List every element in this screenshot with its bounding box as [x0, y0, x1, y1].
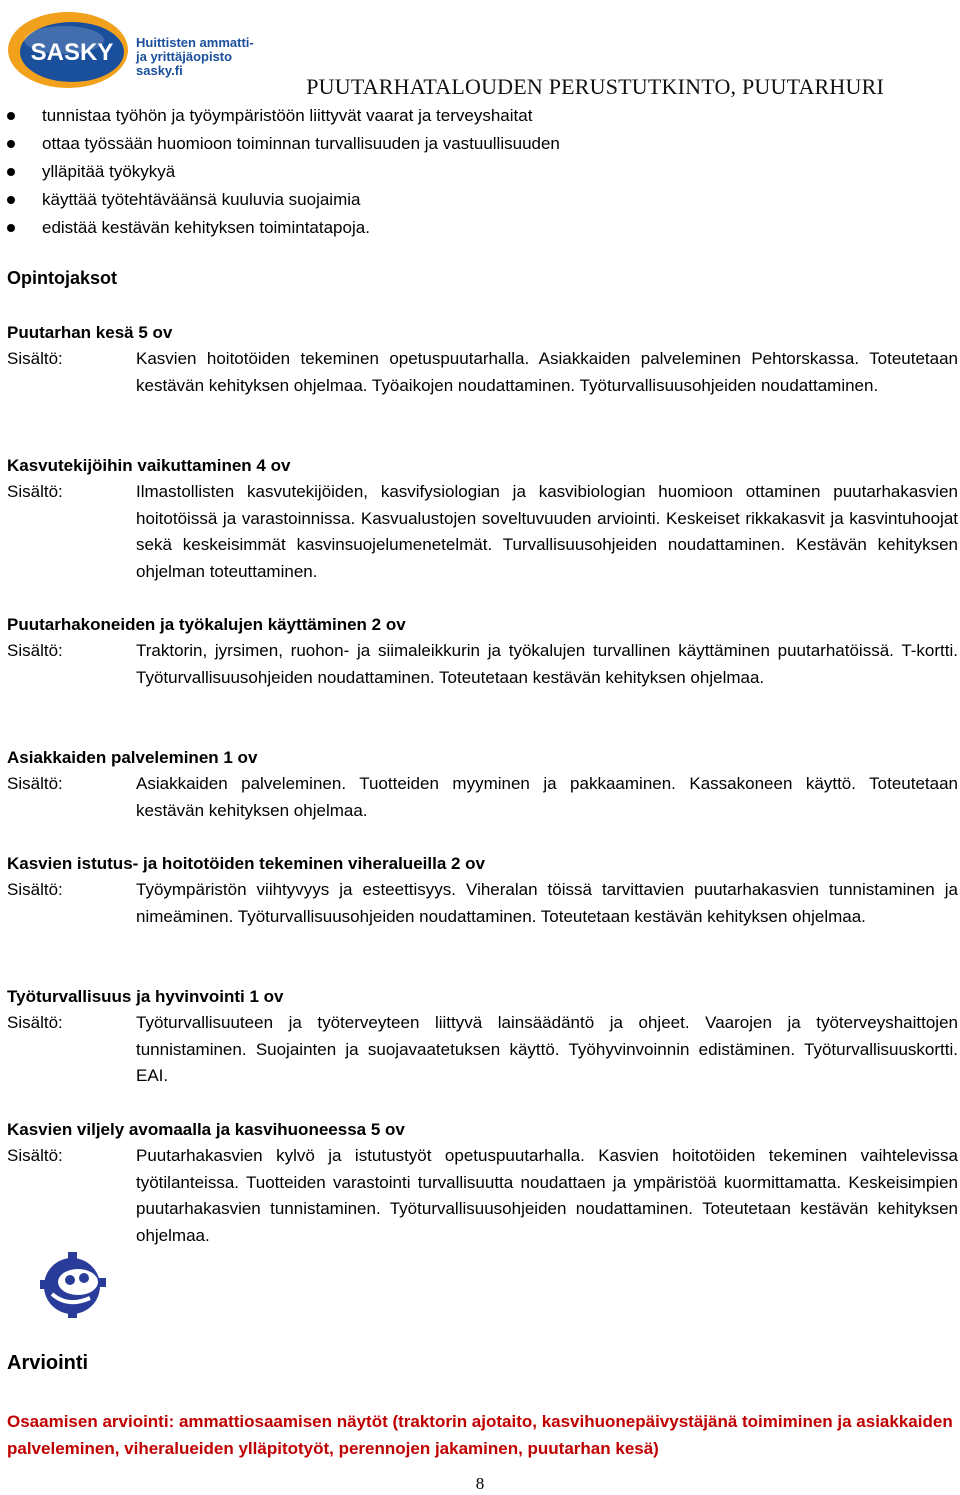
- module-asiakkaiden-palveleminen: [7, 745, 958, 824]
- logo-line-1: Huittisten ammatti-: [136, 35, 254, 50]
- list-item-text: ylläpitää työkykyä: [42, 162, 176, 181]
- module-title: Asiakkaiden palveleminen 1 ov: [7, 748, 258, 767]
- list-item-text: ottaa työssään huomioon toiminnan turvallisuuden ja vastuullisuuden: [42, 134, 560, 153]
- module-content: Työturvallisuuteen ja työterveyteen liittyvä lainsäädäntö ja ohjeet. Vaarojen ja työterveyshaittojen tunnistaminen. Suojainten ja suojavaatetuksen käyttö. Työhyvinvoinnin edistäminen. Työturvallisuuskortti. EAI.: [136, 1013, 958, 1086]
- list-item-text: käyttää työtehtäväänsä kuuluvia suojaimia: [42, 190, 361, 209]
- module-content: Työympäristön viihtyvyys ja esteettisyys. Viheralan töissä tarvittavien puutarhakasvien tunnistaminen ja nimeäminen. Työturvallisuusohjeiden noudattaminen. Toteutetaan kestävän kehityksen ohjelmaa.: [136, 880, 958, 926]
- module-title: Kasvutekijöihin vaikuttaminen 4 ov: [7, 456, 291, 475]
- bullet-icon: [7, 140, 15, 148]
- list-item-text: tunnistaa työhön ja työympäristöön liittyvät vaarat ja terveyshaitat: [42, 106, 533, 125]
- module-tyoturvallisuus: [7, 984, 958, 1090]
- content-label: Sisältö:: [7, 880, 63, 899]
- content-label: Sisältö:: [7, 1013, 63, 1032]
- logo-line-3: sasky.fi: [136, 63, 183, 78]
- objective-bullet-list: [0, 102, 960, 242]
- page-number: 8: [475, 1474, 485, 1493]
- arviointi-heading: Arviointi: [7, 1352, 89, 1374]
- list-item: [0, 214, 960, 242]
- content-label: Sisältö:: [7, 774, 63, 793]
- list-item: [0, 102, 960, 130]
- assessment-text: Osaamisen arviointi: ammattiosaamisen näytöt (traktorin ajotaito, kasvihuonepäivystäjänä toimiminen ja asiakkaiden palveleminen, viheralueiden ylläpitotyöt, perennojen jakaminen, puutarhan kesä): [7, 1412, 953, 1458]
- module-kasvien-viljely: [7, 1117, 958, 1250]
- logo-text: [136, 36, 266, 78]
- module-content: Puutarhakasvien kylvö ja istutustyöt opetuspuutarhalla. Kasvien hoitotöiden tekeminen vaihtelevissa työtilanteissa. Tuotteiden varastointi turvallisuutta noudattaen ja ympäristöä kuormittamatta. Keskeisimpien puutarhakasvien tunnistaminen. Työturvallisuusohjeiden noudattaminen. Toteutetaan kestävän kehityksen ohjelmaa.: [136, 1146, 958, 1246]
- bullet-icon: [7, 224, 15, 232]
- content-label: Sisältö:: [7, 641, 63, 660]
- logo-line-2: ja yrittäjäopisto: [136, 49, 233, 64]
- sasky-logo-mark: [6, 4, 136, 92]
- module-puutarhan-kesa: [7, 320, 958, 399]
- module-content: Ilmastollisten kasvutekijöiden, kasvifysiologian ja kasvibiologian huomioon ottaminen puutarhakasvien hoitotöissä ja varastoinnissa. Kasvualustojen soveltuvuuden arviointi. Keskeiset rikkakasvit ja kasvintuhoojat sekä keskeisimmät kasvinsuojelumenetelmät. Turvallisuusohjeiden noudattaminen. Kestävän kehityksen ohjelman toteuttaminen.: [136, 482, 958, 582]
- content-label: Sisältö:: [7, 1146, 63, 1165]
- module-title: Kasvien viljely avomaalla ja kasvihuoneessa 5 ov: [7, 1120, 405, 1139]
- module-title: Puutarhakoneiden ja työkalujen käyttäminen 2 ov: [7, 615, 406, 634]
- module-content: Asiakkaiden palveleminen. Tuotteiden myyminen ja pakkaaminen. Kassakoneen käyttö. Toteutetaan kestävän kehityksen ohjelmaa.: [136, 774, 958, 820]
- module-title: Kasvien istutus- ja hoitotöiden tekeminen viheralueilla 2 ov: [7, 854, 486, 873]
- list-item: [0, 130, 960, 158]
- opintojaksot-heading: Opintojaksot: [7, 268, 118, 288]
- gear-face-emblem-icon: [38, 1248, 110, 1320]
- logo-name: SASKY: [30, 39, 114, 66]
- bullet-icon: [7, 168, 15, 176]
- list-item: [0, 186, 960, 214]
- list-item-text: edistää kestävän kehityksen toimintatapoja.: [42, 218, 370, 237]
- list-item: [0, 158, 960, 186]
- content-label: Sisältö:: [7, 349, 63, 368]
- module-viheralueet: [7, 851, 958, 930]
- module-content: Traktorin, jyrsimen, ruohon- ja siimaleikkurin ja työkalujen turvallinen käyttäminen puutarhatöissä. T-kortti. Työturvallisuusohjeiden noudattaminen. Toteutetaan kestävän kehityksen ohjelmaa.: [136, 641, 958, 687]
- module-content: Kasvien hoitotöiden tekeminen opetuspuutarhalla. Asiakkaiden palveleminen Pehtorskassa. Toteutetaan kestävän kehityksen ohjelmaa. Työaikojen noudattaminen. Työturvallisuusohjeiden noudattaminen.: [136, 349, 958, 395]
- bullet-icon: [7, 112, 15, 120]
- module-title: Puutarhan kesä 5 ov: [7, 323, 173, 342]
- bullet-icon: [7, 196, 15, 204]
- module-title: Työturvallisuus ja hyvinvointi 1 ov: [7, 987, 284, 1006]
- sasky-logo: [6, 4, 256, 92]
- module-puutarhakoneet: [7, 612, 958, 691]
- content-label: Sisältö:: [7, 482, 63, 501]
- page-header-title: PUUTARHATALOUDEN PERUSTUTKINTO, PUUTARHURI: [306, 74, 884, 99]
- module-kasvutekijat: [7, 453, 958, 586]
